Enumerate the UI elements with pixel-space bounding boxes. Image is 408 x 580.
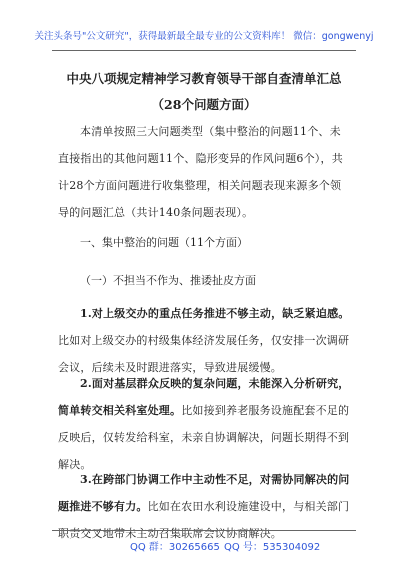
section-heading: 一、集中整治的问题（11个方面） <box>80 236 248 249</box>
item-heading: 3.在跨部门协调工作中主动性不足，对需协同解决的问题推进不够有力。 <box>58 473 350 513</box>
subsection-heading: （一）不担当不作为、推诿扯皮方面 <box>80 274 256 287</box>
qq-group-text: QQ 群：30265665 <box>130 542 220 553</box>
list-item <box>58 466 350 547</box>
header-note: 关注头条号"公文研究"，获得最新最全最专业的公文资料库！ 微信：gongwenyj <box>34 31 374 42</box>
header-divider <box>52 50 356 51</box>
list-item <box>58 370 350 478</box>
item-body: 比如接到养老服务设施配套不足的反映后，仅转发给科室，未亲自协调解决，问题长期得不到解决。 <box>58 404 350 471</box>
item-heading: 1.对上级交办的重点任务推进不够主动，缺乏紧迫感。 <box>80 307 350 320</box>
qq-number-text: QQ 号：535304092 <box>224 542 321 553</box>
list-item <box>58 300 350 381</box>
item-body: 比如对上级交办的村级集体经济发展任务，仅安排一次调研会议，后续未及时跟进落实，导致进展缓慢。 <box>58 334 350 374</box>
item-heading: 2.面对基层群众反映的复杂问题，未能深入分析研究，简单转交相关科室处理。 <box>58 377 350 417</box>
document-title: 中央八项规定精神学习教育领导干部自查清单汇总（28个问题方面） <box>66 71 342 112</box>
item-body: 比如在农田水利设施建设中，与相关部门职责交叉地带未主动召集联席会议协商解决。 <box>58 500 350 540</box>
intro-paragraph: 本清单按照三大问题类型（集中整治的问题11个、未直接指出的其他问题11个、隐形变异的作风问题6个），共计28个方面问题进行收集整理，相关问题表现来源多个领导的问题汇总（共计140条问题表现）。 <box>58 125 343 219</box>
footer-divider <box>52 530 356 531</box>
